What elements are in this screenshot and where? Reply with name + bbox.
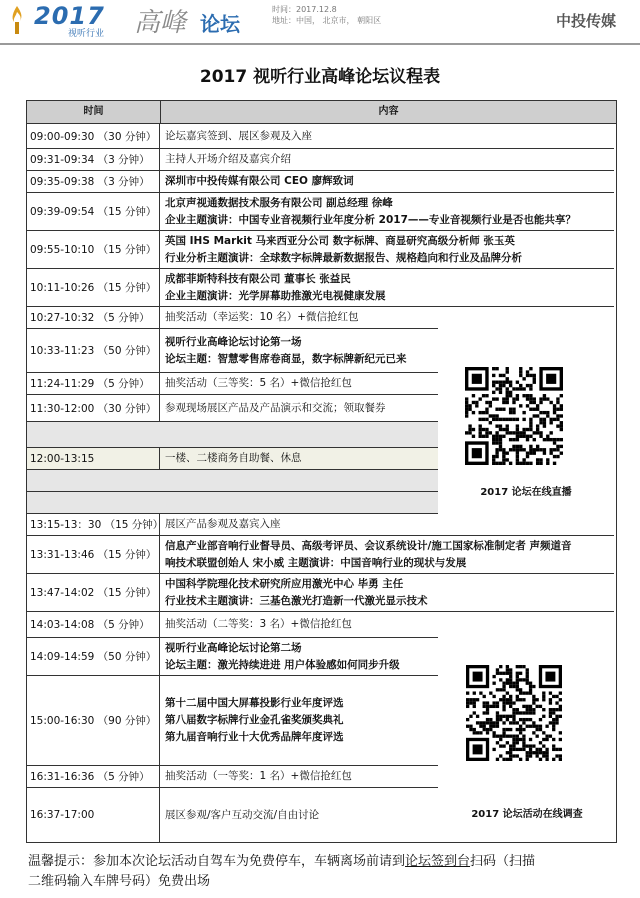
logo-year: 2017 [34, 2, 105, 30]
table-row [27, 448, 438, 470]
table-row [27, 231, 614, 269]
content-line: 北京声视通数据技术服务有限公司 副总经理 徐峰 [165, 196, 393, 209]
column-header-time: 时间 [27, 101, 161, 123]
content-line: 行业分析主题演讲：全球数字标牌最新数据报告、规格趋向和行业及品牌分析 [165, 251, 522, 264]
content-line: 抽奖活动（幸运奖：10 名）+微信抢红包 [165, 311, 359, 323]
time-cell: 09:55-10:10 （15 分钟） [27, 231, 160, 268]
time-cell: 15:00-16:30 （90 分钟） [27, 676, 160, 765]
table-row [27, 373, 438, 395]
table-row [27, 171, 614, 193]
qr-caption-live: 2017 论坛在线直播 [480, 487, 572, 498]
content-line: 抽奖活动（三等奖：5 名）+微信抢红包 [165, 377, 352, 389]
time-cell: 13:47-14:02 （15 分钟） [27, 574, 160, 611]
content-line: 企业主题演讲：中国专业音视频行业年度分析 2017——专业音视频行业是否也能共享？ [165, 213, 576, 226]
content-line: 抽奖活动（二等奖：3 名）+微信抢红包 [165, 618, 352, 630]
parking-notice [28, 852, 628, 892]
content-line: 视听行业高峰论坛讨论第一场 [165, 335, 302, 348]
content-line: 第十二届中国大屏幕投影行业年度评选 [165, 697, 344, 709]
content-line: 中国科学院理化技术研究所应用激光中心 毕勇 主任 [165, 577, 404, 590]
content-cell [161, 676, 344, 765]
time-cell: 11:24-11:29 （5 分钟） [27, 373, 160, 394]
table-row [27, 149, 614, 171]
notice-text: 温馨提示：参加本次论坛活动自驾车为免费停车，车辆离场前请到 [28, 854, 406, 869]
content-line: 深圳市中投传媒有限公司 CEO 廖辉致词 [165, 175, 354, 187]
table-row [27, 574, 614, 612]
time-cell: 09:39-09:54 （15 分钟） [27, 193, 160, 230]
table-row [27, 676, 438, 766]
content-line: 论坛主题：智慧零售席卷商显，数字标牌新纪元已来 [165, 352, 407, 365]
qr-code-icon[interactable] [465, 367, 563, 465]
table-row [27, 329, 438, 373]
table-row [27, 307, 438, 329]
time-cell: 13:31-13:46 （15 分钟） [27, 536, 160, 573]
notice-text: 扫码（扫描 [470, 854, 536, 869]
time-cell: 10:27-10:32 （5 分钟） [27, 307, 160, 328]
time-cell: 12:00-13:15 [27, 448, 160, 469]
logo-calligraphy: 高峰 [134, 8, 187, 38]
content-cell [161, 231, 522, 268]
page-title: 2017 视听行业高峰论坛议程表 [199, 67, 441, 87]
content-cell [161, 612, 352, 637]
notice-line-2: 二维码输入车牌号码）免费出场 [28, 874, 211, 889]
time-cell: 11:30-12:00 （30 分钟） [27, 395, 160, 421]
qr-caption-survey: 2017 论坛活动在线调查 [471, 809, 583, 820]
content-line: 响技术联盟创始人 宋小威 主题演讲：中国音响行业的现状与发展 [165, 556, 467, 569]
content-line: 英国 IHS Markit 马来西亚分公司 数字标牌、商显研究高级分析师 张玉英 [165, 234, 515, 247]
content-line: 参观现场展区产品及产品演示和交流；领取餐券 [165, 401, 386, 414]
header-divider [0, 43, 640, 45]
content-cell [161, 193, 576, 230]
brand-name: 中投传媒 [555, 12, 616, 30]
content-line: 视听行业高峰论坛讨论第二场 [165, 641, 302, 654]
content-cell [161, 395, 386, 421]
time-cell: 10:33-11:23 （50 分钟） [27, 329, 160, 372]
content-cell [161, 514, 281, 535]
time-cell: 16:37-17:00 [27, 788, 160, 842]
content-line: 一楼、二楼商务自助餐、休息 [165, 452, 302, 464]
page-header [0, 0, 640, 44]
content-cell [161, 124, 312, 148]
table-header [27, 101, 616, 124]
event-address: 地址：中国， 北京市， 朝阳区 [272, 16, 382, 25]
content-line: 行业技术主题演讲：三基色激光打造新一代激光显示技术 [165, 594, 428, 607]
content-cell [161, 269, 386, 306]
content-cell [161, 373, 352, 394]
content-line: 展区产品参观及嘉宾入座 [165, 518, 281, 530]
content-cell [161, 766, 352, 787]
content-line: 抽奖活动（一等奖：1 名）+微信抢红包 [165, 770, 352, 782]
event-info [272, 4, 381, 26]
time-cell: 13:15-13：30 （15 分钟） [27, 514, 160, 535]
content-cell [161, 448, 302, 469]
qr-code-icon[interactable] [466, 665, 562, 761]
content-line: 论坛主题：激光持续进进 用户体验感如何同步升级 [165, 658, 400, 671]
notice-checkin-desk: 论坛签到台 [405, 854, 471, 869]
time-cell: 09:00-09:30 （30 分钟） [27, 124, 160, 148]
content-line: 论坛嘉宾签到、展区参观及入座 [165, 129, 312, 142]
logo-subtitle: 视听行业 [68, 29, 105, 39]
qr-block-live [438, 353, 614, 516]
table-spacer-row [27, 422, 438, 448]
table-row [27, 766, 438, 788]
content-cell [161, 149, 291, 170]
content-cell [161, 638, 400, 675]
time-cell: 14:09-14:59 （50 分钟） [27, 638, 160, 675]
table-row [27, 514, 614, 536]
torch-logo-icon [8, 4, 26, 36]
table-row [27, 193, 614, 231]
content-line: 主持人开场介绍及嘉宾介绍 [165, 153, 291, 165]
content-cell [161, 171, 354, 192]
content-line: 第九届音响行业十大优秀品牌年度评选 [165, 731, 344, 743]
table-row [27, 124, 614, 149]
content-line: 第八届数字标牌行业金孔雀奖颁奖典礼 [165, 714, 344, 726]
content-cell [161, 329, 407, 372]
table-row [27, 638, 438, 676]
content-line: 成都菲斯特科技有限公司 董事长 张益民 [165, 272, 351, 285]
table-row [27, 269, 614, 307]
logo-forum: 论坛 [200, 12, 240, 36]
table-row [27, 395, 438, 422]
content-line: 展区参观/客户互动交流/自由讨论 [165, 808, 320, 821]
time-cell: 09:35-09:38 （3 分钟） [27, 171, 160, 192]
event-date: 时间：2017.12.8 [272, 5, 337, 14]
content-line: 信息产业部音响行业督导员、高级考评员、会议系统设计/施工国家标准制定者 声频道音 [165, 539, 572, 552]
time-cell: 10:11-10:26 （15 分钟） [27, 269, 160, 306]
qr-block-survey [440, 645, 614, 827]
table-row [27, 536, 614, 574]
content-cell [161, 536, 572, 573]
time-cell: 16:31-16:36 （5 分钟） [27, 766, 160, 787]
column-header-content: 内容 [378, 106, 399, 117]
content-line: 企业主题演讲：光学屏幕助推激光电视健康发展 [165, 289, 386, 302]
time-cell: 14:03-14:08 （5 分钟） [27, 612, 160, 637]
content-cell [161, 788, 319, 842]
content-cell [161, 574, 428, 611]
time-cell: 09:31-09:34 （3 分钟） [27, 149, 160, 170]
content-cell [161, 307, 359, 328]
notice-line-1 [28, 852, 628, 872]
table-row [27, 612, 438, 638]
table-spacer-row [27, 470, 438, 492]
